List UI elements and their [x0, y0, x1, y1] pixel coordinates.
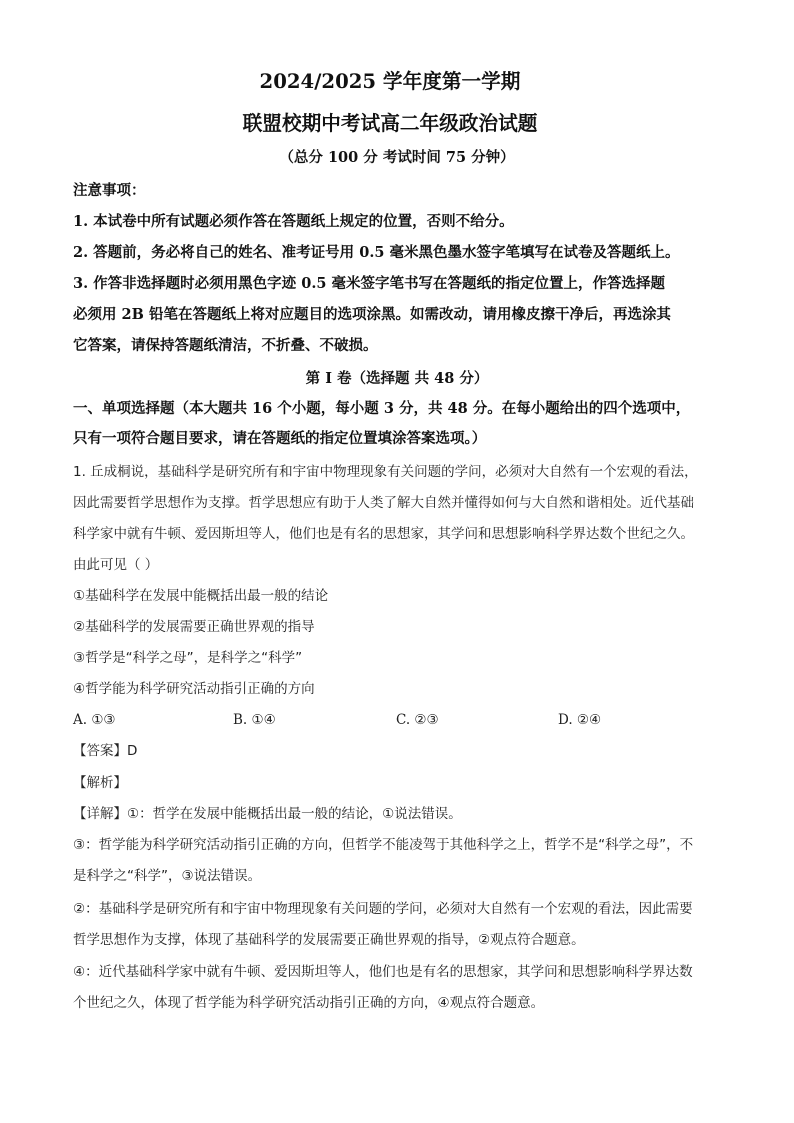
question1-analysis-label: 【解析】 — [73, 775, 127, 791]
question1-detail-line3: 是科学之“科学”，③说法错误。 — [73, 868, 262, 884]
notice-item-2: 2. 答题前，务必将自己的姓名、准考证号用 0.5 毫米黑色墨水签字笔填写在试卷及答题纸上。 — [73, 244, 680, 261]
question1-detail-line4: ②：基础科学是研究所有和宇宙中物理现象有关问题的学问，必须对大自然有一个宏观的看法，因此需要 — [73, 901, 693, 917]
question1-detail-line2: ③：哲学能为科学研究活动指引正确的方向，但哲学不能凌驾于其他科学之上，哲学不是“科学之母”，不 — [73, 837, 694, 853]
exam-title-line2: 联盟校期中考试高二年级政治试题 — [242, 111, 538, 135]
question1-option-a: A. ①③ — [73, 712, 116, 728]
question1-statement-1: ①基础科学在发展中能概括出最一般的结论 — [73, 588, 329, 604]
exam-title-line1: 2024/2025 学年度第一学期 — [259, 69, 521, 93]
question1-answer: 【答案】D — [73, 743, 138, 759]
notice-item-1: 1. 本试卷中所有试题必须作答在答题纸上规定的位置，否则不给分。 — [73, 213, 514, 230]
section-instructions-line1: 一、单项选择题（本大题共 16 个小题，每小题 3 分，共 48 分。在每小题给出的四个选项中， — [73, 400, 691, 417]
question1-stem-line3: 科学家中就有牛顿、爱因斯坦等人，他们也是有名的思想家，其学问和思想影响科学界达数个世纪之久。 — [73, 526, 694, 542]
question1-detail-line5: 哲学思想作为支撑，体现了基础科学的发展需要正确世界观的指导，②观点符合题意。 — [73, 932, 585, 948]
question1-statement-2: ②基础科学的发展需要正确世界观的指导 — [73, 619, 315, 635]
question1-statement-4: ④哲学能为科学研究活动指引正确的方向 — [73, 681, 315, 697]
question1-option-b: B. ①④ — [233, 712, 276, 728]
notice-item-3-line3: 它答案，请保持答题纸清洁，不折叠、不破损。 — [73, 337, 378, 354]
question1-detail-line7: 个世纪之久，体现了哲学能为科学研究活动指引正确的方向，④观点符合题意。 — [73, 995, 545, 1011]
question1-statement-3: ③哲学是“科学之母”，是科学之“科学” — [73, 650, 303, 666]
question1-option-d: D. ②④ — [558, 712, 602, 728]
notice-item-3-line2: 必须用 2B 铅笔在答题纸上将对应题目的选项涂黑。如需改动，请用橡皮擦干净后，再选涂其 — [73, 306, 671, 323]
notice-item-3-line1: 3. 作答非选择题时必须用黑色字迹 0.5 毫米签字笔书写在答题纸的指定位置上，作答选择题 — [73, 275, 666, 292]
notice-heading: 注意事项： — [73, 182, 146, 199]
question1-stem-line4: 由此可见（ ） — [73, 557, 159, 573]
question1-option-c: C. ②③ — [396, 712, 439, 728]
section-instructions-line2: 只有一项符合题目要求，请在答题纸的指定位置填涂答案选项。） — [73, 430, 487, 447]
question1-stem-line2: 因此需要哲学思想作为支撑。哲学思想应有助于人类了解大自然并懂得如何与大自然和谐相处。近代基础 — [73, 495, 694, 511]
question1-detail-line1: 【详解】①：哲学在发展中能概括出最一般的结论，①说法错误。 — [73, 806, 462, 822]
question1-stem-line1: 1. 丘成桐说，基础科学是研究所有和宇宙中物理现象有关问题的学问，必须对大自然有一个宏观的看法， — [73, 464, 698, 480]
question1-detail-line6: ④：近代基础科学家中就有牛顿、爱因斯坦等人，他们也是有名的思想家，其学问和思想影响科学界达数 — [73, 964, 693, 980]
exam-subtitle: （总分 100 分 考试时间 75 分钟） — [279, 149, 515, 166]
part1-heading: 第 I 卷（选择题 共 48 分） — [305, 370, 489, 387]
